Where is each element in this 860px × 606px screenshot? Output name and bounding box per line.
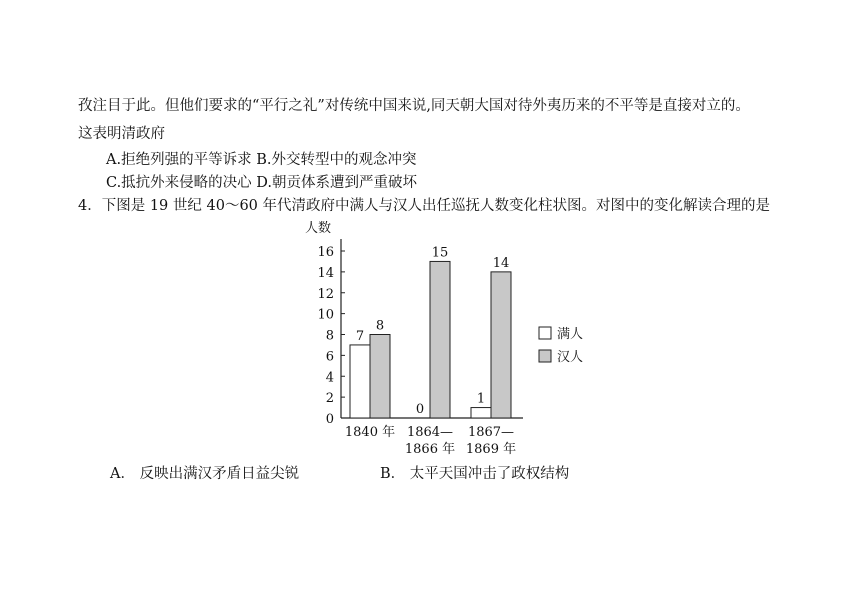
x-tick-label: 1867— bbox=[467, 425, 515, 440]
question4-option-b: B． 太平天国冲击了政权结构 bbox=[380, 466, 570, 482]
y-tick-label: 14 bbox=[317, 265, 334, 281]
legend-swatch-han bbox=[539, 350, 551, 362]
x-tick-label: 1840 年 bbox=[344, 425, 396, 440]
y-tick-label: 8 bbox=[325, 328, 334, 344]
bar-han bbox=[370, 335, 390, 419]
legend-swatch-man bbox=[539, 327, 551, 339]
question4-option-a: A． 反映出满汉矛盾日益尖锐 bbox=[110, 466, 300, 482]
data-label: 1 bbox=[476, 391, 486, 407]
y-tick-label: 12 bbox=[317, 286, 334, 302]
legend-label: 汉人 bbox=[557, 350, 584, 365]
y-axis-title: 人数 bbox=[305, 221, 332, 236]
question3-line1: 孜注目于此。但他们要求的“平行之礼”对传统中国来说,同天朝大国对待外夷历来的不平等是直接对立的。 bbox=[78, 98, 750, 114]
x-tick-label: 1864— bbox=[406, 425, 454, 440]
y-tick-label: 0 bbox=[325, 412, 334, 427]
question3-line2: 这表明清政府 bbox=[78, 126, 165, 142]
question3-option-cd: C.抵抗外来侵略的决心 D.朝贡体系遭到严重破坏 bbox=[106, 175, 418, 191]
question4-stem: 4．下图是 19 世纪 40～60 年代清政府中满人与汉人出任巡抚人数变化柱状图。对图中的变化解读合理的是 bbox=[78, 198, 771, 214]
legend-label: 满人 bbox=[557, 327, 584, 342]
bar-han bbox=[491, 272, 511, 418]
y-tick-label: 4 bbox=[325, 370, 334, 386]
y-tick-label: 2 bbox=[325, 391, 334, 407]
x-tick-label: 1866 年 bbox=[404, 442, 456, 457]
bar-man bbox=[350, 345, 370, 418]
y-tick-label: 6 bbox=[325, 349, 334, 365]
bar-man bbox=[471, 408, 491, 418]
y-tick-label: 16 bbox=[317, 245, 334, 260]
data-label: 15 bbox=[431, 245, 449, 261]
data-label: 14 bbox=[492, 255, 510, 271]
bar-han bbox=[430, 261, 450, 418]
data-label: 8 bbox=[375, 318, 385, 334]
x-tick-label: 1869 年 bbox=[465, 442, 517, 457]
y-tick-label: 10 bbox=[317, 307, 334, 323]
data-label: 0 bbox=[415, 402, 425, 417]
data-label: 7 bbox=[355, 328, 365, 344]
question3-option-ab: A.拒绝列强的平等诉求 B.外交转型中的观念冲突 bbox=[106, 152, 417, 168]
